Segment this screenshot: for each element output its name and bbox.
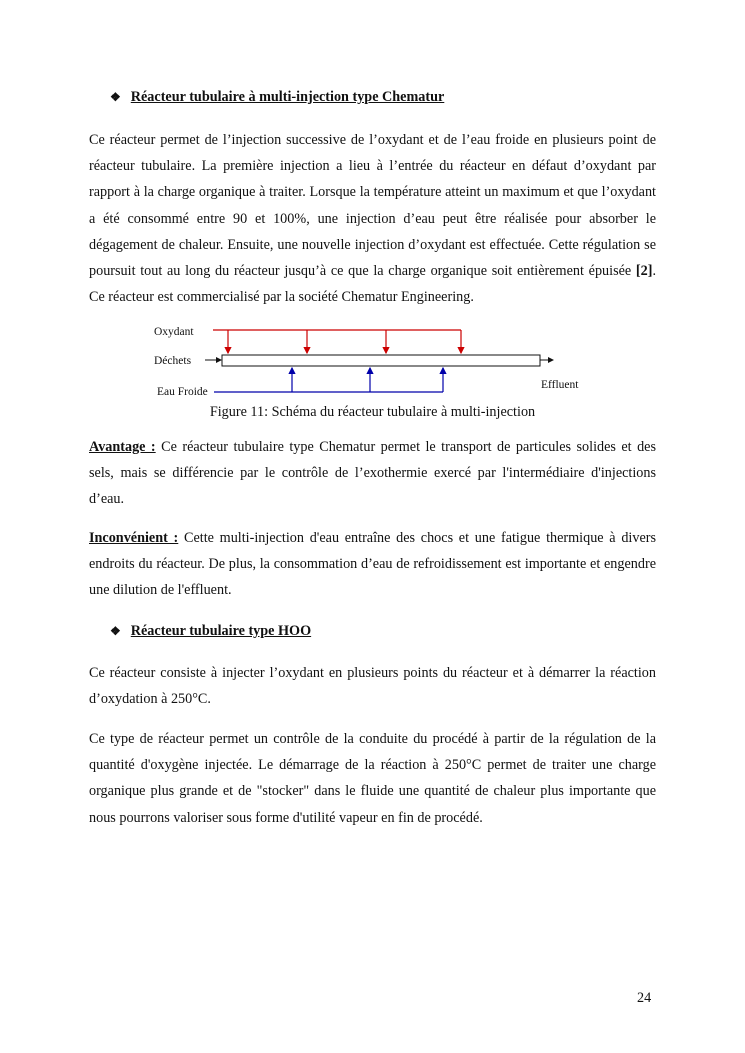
- avantage-text: Ce réacteur tubulaire type Chematur permet le transport de particules solides et des sels, mais se différencie par le contrôle de l’exothermie exercé par l'intermédiaire d'injections d’eau.: [89, 439, 656, 508]
- bullet-icon: ❖: [110, 90, 121, 104]
- label-effluent: Effluent: [541, 379, 579, 391]
- section-heading-hoo: [110, 623, 311, 640]
- label-dechets: Déchets: [154, 355, 192, 367]
- page-number: 24: [637, 990, 652, 1006]
- label-oxydant: Oxydant: [154, 326, 194, 338]
- heading-text: Réacteur tubulaire type HOO: [130, 623, 312, 639]
- paragraph-hoo-2: Ce type de réacteur permet un contrôle de la conduite du procédé à partir de la régulation de la quantité d'oxygène injectée. Le démarrage de la réaction à 250°C permet de traiter une charge organique plus grande et de "stocker" dans le fluide une quantité de chaleur plus importante que nous pourrons valoriser sous forme d'utilité vapeur en fin de procédé.: [89, 731, 656, 826]
- inconvenient-text: Cette multi-injection d'eau entraîne des chocs et une fatigue thermique à divers endroits du réacteur. De plus, la consommation d’eau de refroidissement est importante et engendre une dilution de l'effluent.: [89, 530, 656, 599]
- reactor-diagram: [0, 0, 745, 420]
- label-eau-froide: Eau Froide: [157, 386, 208, 398]
- paragraph-inconvenient: [89, 525, 656, 604]
- avantage-label: Avantage :: [89, 439, 156, 455]
- heading-text: Réacteur tubulaire à multi-injection type Chematur: [130, 89, 445, 105]
- water-line: [214, 368, 443, 392]
- bullet-icon: ❖: [110, 624, 121, 638]
- para-tail: . Ce réacteur est commercialisé par la société Chematur Engineering.: [89, 263, 656, 306]
- oxidant-line: [213, 330, 461, 353]
- inconvenient-label: Inconvénient :: [89, 530, 179, 546]
- paragraph-avantage: [89, 434, 656, 513]
- reference: [2]: [635, 263, 653, 280]
- paragraph-hoo-1: Ce réacteur consiste à injecter l’oxydant en plusieurs points du réacteur et à démarrer la réaction d’oxydation à 250°C.: [89, 665, 656, 708]
- figure-caption: Figure 11: Schéma du réacteur tubulaire à multi-injection: [209, 404, 536, 420]
- reactor-tube: [222, 355, 540, 366]
- para-text: Ce réacteur permet de l’injection successive de l’oxydant et de l’eau froide en plusieurs point de réacteur tubulaire. La première injection a lieu à l’entrée du réacteur en défaut d’oxydant par rapport à la charge organique à traiter. Lorsque la température atteint un maximum et que l’oxydant a été consommé entre 90 et 100%, une injection d’eau peut être réalisée pour absorber le dégagement de chaleur. Ensuite, une nouvelle injection d’oxydant est effectuée. Cette régulation se poursuit tout au long du réacteur jusqu’à ce que la charge organique soit entièrement épuisée: [89, 132, 656, 280]
